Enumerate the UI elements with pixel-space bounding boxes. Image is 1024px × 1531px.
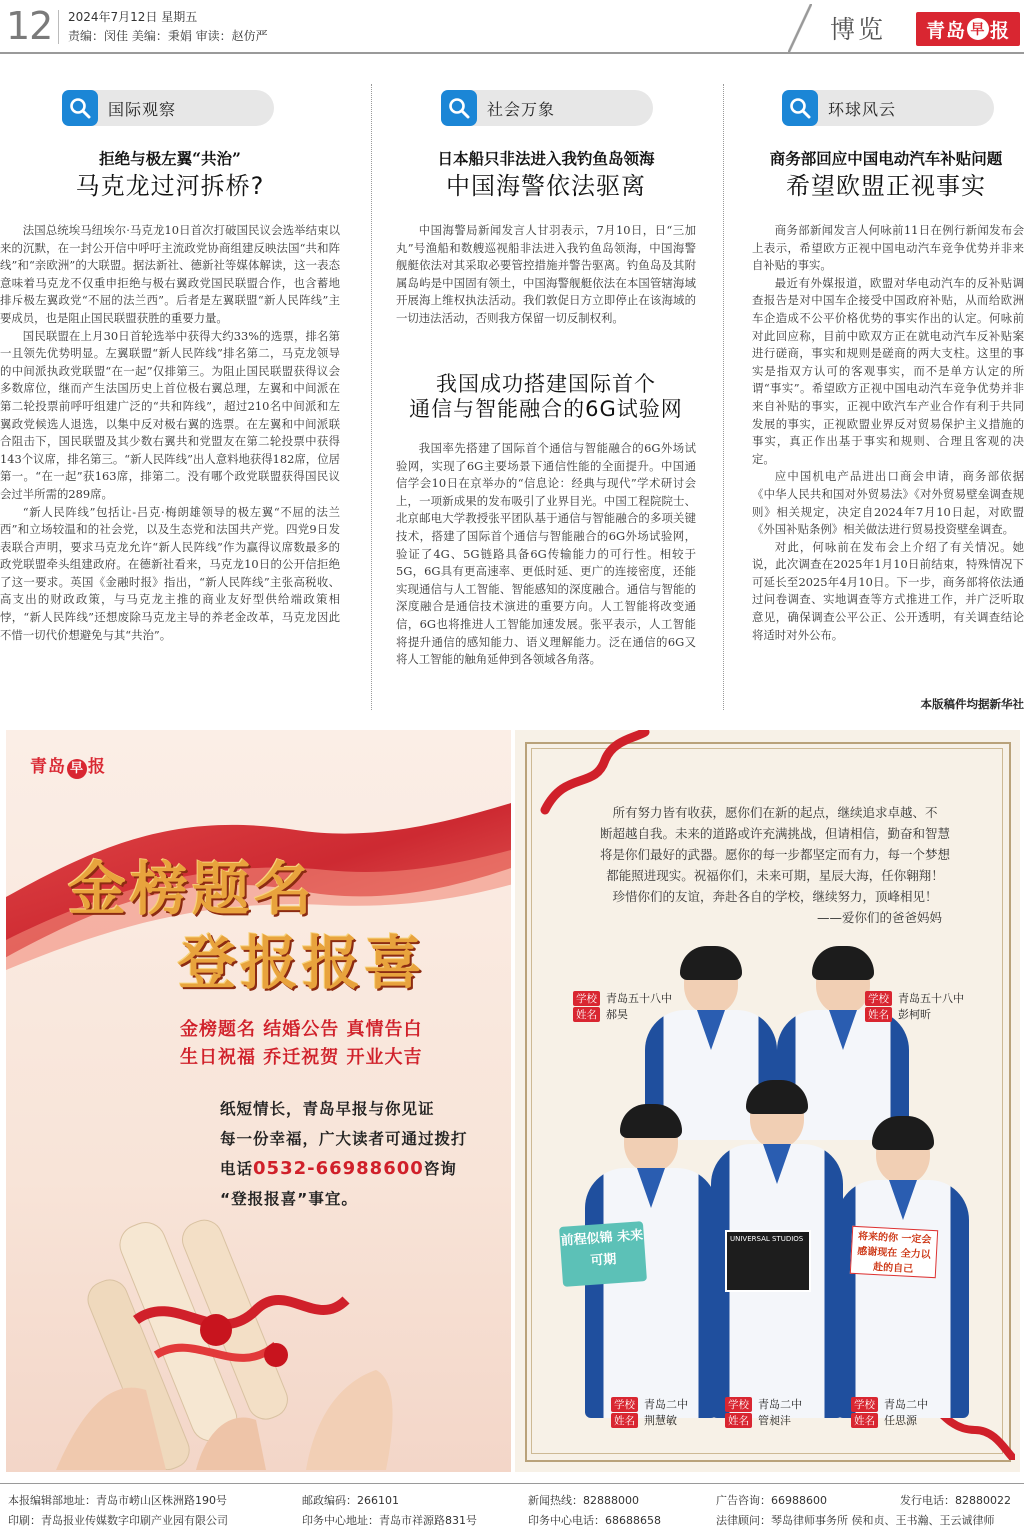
poem-line: 断超越自我。未来的道路或许充满挑战，但请相信，勤奋和智慧 bbox=[599, 826, 950, 841]
service-line: 金榜题名 结婚公告 真情告白 bbox=[180, 1019, 423, 1040]
article-kicker: 日本船只非法进入我钓鱼岛领海 bbox=[437, 149, 655, 168]
section-tag-global bbox=[782, 90, 994, 126]
poem-line: 所有努力皆有收获，愿你们在新的起点，继续追求卓越、不 bbox=[612, 805, 938, 820]
desc-line: 纸短情长，青岛早报与你见证 bbox=[220, 1100, 435, 1118]
held-sign-right: 将来的你 一定会感谢现在 全力以赴的自己 bbox=[850, 1226, 938, 1278]
ad-logo bbox=[30, 752, 106, 779]
paragraph: 最近有外媒报道，欧盟对华电动汽车的反补贴调查报告是对中国车企接受中国政府补贴，从而给欧洲车企造成不公平价格优势的事实作出的认定。何咏前对此回应称，目前中欧双方正在就电动汽车反补贴案进行磋商，事实和规则是磋商的两大支柱。这里的事实是指双方认可的客观事实，而不是单方认定的所谓“事实”。希望欧方正视中国电动汽车竞争优势并非来自补贴的事实，正视中欧汽车产业合作有利于共同发展的事实，正视欧盟业界反对贸易保护主义措施的事实，真正作出基于事实和规则、合理且客观的决定。 bbox=[752, 275, 1024, 466]
paragraph: “新人民阵线”包括让-吕克·梅朗雄领导的极左翼“不屈的法兰西”和立场较温和的社会党，以及生态党和法国共产党。四党9日发表联合声明，要求马克龙允许“新人民阵线”作为赢得议席数最多的政党联盟牵头组建政府。在德新社看来，马克龙10日的公开信拒绝了这一要求。英国《金融时报》指出，“新人民阵线”主张高税收、高支出的财政政策，与马克龙主推的商业友好型供给端政策相悖，“新人民阵线”还想废除马克龙主导的养老金改革，马克龙因此不惜一切代价想避免与其“共治”。 bbox=[0, 504, 340, 642]
paragraph: 中国海警局新闻发言人甘羽表示，7月10日，日“三加丸”号渔船和数艘巡视船非法进入我钓鱼岛领海，中国海警舰艇依法对其采取必要管控措施并警告驱离。钓鱼岛及其附属岛屿是中国固有领土，中国海警舰艇依法在本国管辖海域开展海上维权执法活动。我们敦促日方立即停止在该海域的一切违法活动，否则我方保留一切反制权利。 bbox=[396, 223, 696, 325]
ad-logo-circle: 早 bbox=[67, 759, 87, 779]
paragraph: 商务部新闻发言人何咏前11日在例行新闻发布会上表示，希望欧方正视中国电动汽车竞争优势并非来自补贴的事实。 bbox=[752, 223, 1024, 273]
logo-text-end: 报 bbox=[990, 19, 1011, 42]
header-rule bbox=[0, 52, 1024, 54]
ad-inquiry-phone: 广告咨询：66988600 bbox=[716, 1494, 827, 1507]
student-school: 青岛二中 bbox=[758, 1398, 802, 1411]
student-head bbox=[684, 952, 738, 1014]
search-icon bbox=[782, 90, 818, 126]
paragraph: 应中国机电产品进出口商会申请，商务部依据《中华人民共和国对外贸易法》《对外贸易壁垒调查规则》相关规定，决定自2024年7月10日起，对欧盟《外国补贴条例》相关做法进行贸易投资壁垒调查。 bbox=[752, 469, 1024, 537]
issue-date: 2024年7月12日 星期五 bbox=[68, 10, 198, 24]
diploma-scrolls-illustration bbox=[16, 1180, 456, 1470]
ad-phone-number: 0532-66988600 bbox=[253, 1158, 424, 1179]
student-uniform bbox=[585, 1168, 717, 1418]
ad-logo-text: 青岛 bbox=[30, 757, 66, 777]
paragraph: 我国率先搭建了国际首个通信与智能融合的6G外场试验网，实现了6G主要场景下通信性能的全面提升。中国通信学会10日在京举办的“信息论：经典与现代”学术研讨会上，一项新成果的发布吸引了业界目光。中国工程院院士、北京邮电大学教授张平团队基于通信与智能融合的多项关键技术，搭建了国际首个通信与智能融合的6G外场试验网，验证了4G、5G链路具备6G传输能力的可行性。相较于5G，6G具有更高速率、更低时延、更广的连接密度，还能实现通信与人工智能、智能感知的深度融合。通信与智能的深度融合是通信技术演进的重要方向。人工智能将改变通信，6G也将推进人工智能加速发展。张平表示，人工智能将提升通信的感知能力、语义理解能力。泛在通信的6G又将人工智能的触角延伸到各领域各角落。 bbox=[396, 441, 696, 667]
blessing-signature: ——爱你们的爸爸妈妈 bbox=[817, 910, 943, 925]
name-label: 姓名 bbox=[611, 1413, 638, 1428]
header-separator bbox=[58, 10, 59, 44]
student-head bbox=[624, 1110, 678, 1172]
school-label: 学校 bbox=[725, 1397, 752, 1412]
page-number: 12 bbox=[6, 4, 53, 48]
paragraph: 法国总统埃马纽埃尔·马克龙10日首次打破国民议会选举结束以来的沉默，在一封公开信中呼吁主流政党协商组建反映法国“共和阵线”和“亲欧洲”的大联盟。据法新社、德新社等媒体解读，这一表态意味着马克龙不仅重申拒绝与极右翼政党国民联盟合作，也含蓄地排斥极左翼政党“不屈的法兰西”。后者是左翼联盟“新人民阵线”主要成员，也是阻止国民联盟获胜的重要力量。 bbox=[0, 223, 340, 325]
poem-line: 珍惜你们的友谊，奔赴各自的学校，继续努力，顶峰相见！ bbox=[612, 889, 938, 904]
poem-line: 都能照进现实。祝福你们，未来可期，星辰大海，任你翱翔！ bbox=[606, 868, 944, 883]
service-line: 生日祝福 乔迁祝贺 开业大吉 bbox=[180, 1047, 423, 1068]
distribution-phone: 发行电话：82880022 bbox=[900, 1494, 1011, 1507]
school-label: 学校 bbox=[851, 1397, 878, 1412]
ad-title-announce-joy: 登报报喜 bbox=[178, 929, 427, 997]
student-school: 青岛五十八中 bbox=[898, 992, 964, 1005]
paragraph: 国民联盟在上月30日首轮选举中获得大约33%的选票，排名第一且领先优势明显。左翼联盟“新人民阵线”排名第二，马克龙领导的中间派执政党联盟“在一起”仅排第三。为阻止国民联盟获得议会多数席位，继而产生法国历史上首位极右翼总理，左翼和中间派在第二轮投票前呼吁组建广泛的“共和阵线”，超过210名中间派和左翼政党候选人退选，以集中反对极右翼的选票。在左翼和中间派联合阻击下，国民联盟及其少数右翼共和党盟友在第二轮投票中获得143个议席，排名第三。“新人民阵线”出人意料地获得182席，位居第一。“在一起”获163席，排第二。没有哪个政党联盟获得国民议会过半所需的289席。 bbox=[0, 328, 340, 501]
section-tag-society bbox=[441, 90, 653, 126]
article-body bbox=[0, 222, 340, 644]
school-label: 学校 bbox=[611, 1397, 638, 1412]
print-center-address: 印务中心地址：青岛市祥源路831号 bbox=[302, 1514, 477, 1527]
search-icon bbox=[441, 90, 477, 126]
student-school: 青岛五十八中 bbox=[606, 992, 672, 1005]
logo-circle: 早 bbox=[967, 18, 989, 40]
student-caption bbox=[725, 1396, 802, 1428]
section-tag-international bbox=[62, 90, 274, 126]
headline-line: 通信与智能融合的6G试验网 bbox=[409, 397, 683, 422]
poem-line: 将是你们最好的武器。愿你的每一步都坚定而有力，每一个梦想 bbox=[599, 847, 950, 862]
footer-rule bbox=[0, 1483, 1024, 1484]
name-label: 姓名 bbox=[725, 1413, 752, 1428]
postal-code: 邮政编码：266101 bbox=[302, 1494, 399, 1507]
column-divider bbox=[723, 84, 724, 710]
article-kicker: 拒绝与极左翼“共治” bbox=[99, 149, 241, 168]
newspaper-logo bbox=[916, 12, 1020, 46]
student-name: 任思源 bbox=[884, 1414, 917, 1427]
desc-line: 每一份幸福，广大读者可通过拨打 bbox=[220, 1130, 468, 1148]
student-caption bbox=[573, 990, 672, 1022]
held-sign-left: 前程似锦 未来可期 bbox=[559, 1221, 647, 1287]
student-uniform bbox=[837, 1180, 969, 1418]
student-head bbox=[876, 1122, 930, 1184]
desc-line: “登报报喜”事宜。 bbox=[220, 1190, 358, 1208]
legal-counsel: 法律顾问：琴岛律师事务所 侯和贞、王书瀚、王云诚律师 bbox=[716, 1514, 995, 1527]
name-label: 姓名 bbox=[851, 1413, 878, 1428]
clapperboard: UNIVERSAL STUDIOS bbox=[725, 1230, 811, 1292]
school-label: 学校 bbox=[573, 991, 600, 1006]
student-name: 彭柯昕 bbox=[898, 1008, 931, 1021]
student-school: 青岛二中 bbox=[644, 1398, 688, 1411]
student-school: 青岛二中 bbox=[884, 1398, 928, 1411]
printer: 印刷：青岛报业传媒数字印刷产业园有限公司 bbox=[8, 1514, 228, 1527]
search-icon bbox=[62, 90, 98, 126]
ad-graduation-congratulations bbox=[515, 730, 1020, 1472]
student-name: 郝昊 bbox=[606, 1008, 628, 1021]
article-headline: 希望欧盟正视事实 bbox=[786, 172, 986, 200]
headline-line: 我国成功搭建国际首个 bbox=[436, 372, 656, 396]
student-name: 荆慧敏 bbox=[644, 1414, 677, 1427]
student-head bbox=[816, 952, 870, 1014]
section-tag-label: 社会万象 bbox=[487, 99, 556, 119]
source-credit: 本版稿件均据新华社 bbox=[920, 697, 1024, 711]
student-caption bbox=[611, 1396, 688, 1428]
news-hotline: 新闻热线：82888000 bbox=[528, 1494, 639, 1507]
student-caption bbox=[851, 1396, 928, 1428]
paragraph: 对此，何咏前在发布会上介绍了有关情况。她说，此次调查在2025年1月10日前结束，特殊情况下可延长至2025年4月10日。下一步，商务部将依法通过问卷调查、实地调查等方式推进工作，并广泛听取意见，确保调查公平公正、公开透明，有关调查结论将适时对外公布。 bbox=[752, 539, 1024, 642]
logo-text: 青岛 bbox=[925, 19, 966, 42]
student-caption bbox=[865, 990, 964, 1022]
section-tag-label: 环球风云 bbox=[828, 99, 897, 119]
article-headline: 中国海警依法驱离 bbox=[446, 172, 646, 200]
editorial-address: 本报编辑部地址：青岛市崂山区株洲路190号 bbox=[8, 1494, 227, 1507]
article-body bbox=[396, 222, 696, 328]
student-head bbox=[750, 1086, 804, 1148]
editor-credits: 责编：闵佳 美编：秉娟 审读：赵仿严 bbox=[68, 29, 268, 43]
header-slant-divider bbox=[788, 4, 812, 52]
desc-prefix: 电话 bbox=[220, 1160, 254, 1178]
print-center-phone: 印务中心电话：68688658 bbox=[528, 1514, 661, 1527]
name-label: 姓名 bbox=[573, 1007, 600, 1022]
article-body bbox=[752, 222, 1024, 644]
student-name: 管昶沣 bbox=[758, 1414, 791, 1427]
desc-suffix: 咨询 bbox=[423, 1160, 457, 1178]
article-headline: 马克龙过河拆桥? bbox=[75, 172, 265, 200]
name-label: 姓名 bbox=[865, 1007, 892, 1022]
ad-service-list bbox=[180, 1016, 423, 1072]
school-label: 学校 bbox=[865, 991, 892, 1006]
article-body-2 bbox=[396, 440, 696, 669]
ad-logo-text-end: 报 bbox=[88, 757, 106, 777]
section-tag-label: 国际观察 bbox=[108, 99, 177, 119]
ad-newspaper-announcement bbox=[6, 730, 511, 1472]
column-divider bbox=[371, 84, 372, 710]
blessing-message bbox=[575, 802, 975, 907]
article-headline-2 bbox=[386, 372, 706, 422]
article-kicker: 商务部回应中国电动汽车补贴问题 bbox=[769, 149, 1003, 168]
section-name: 博览 bbox=[830, 15, 887, 44]
ad-title-gold-list: 金榜题名 bbox=[68, 855, 317, 923]
